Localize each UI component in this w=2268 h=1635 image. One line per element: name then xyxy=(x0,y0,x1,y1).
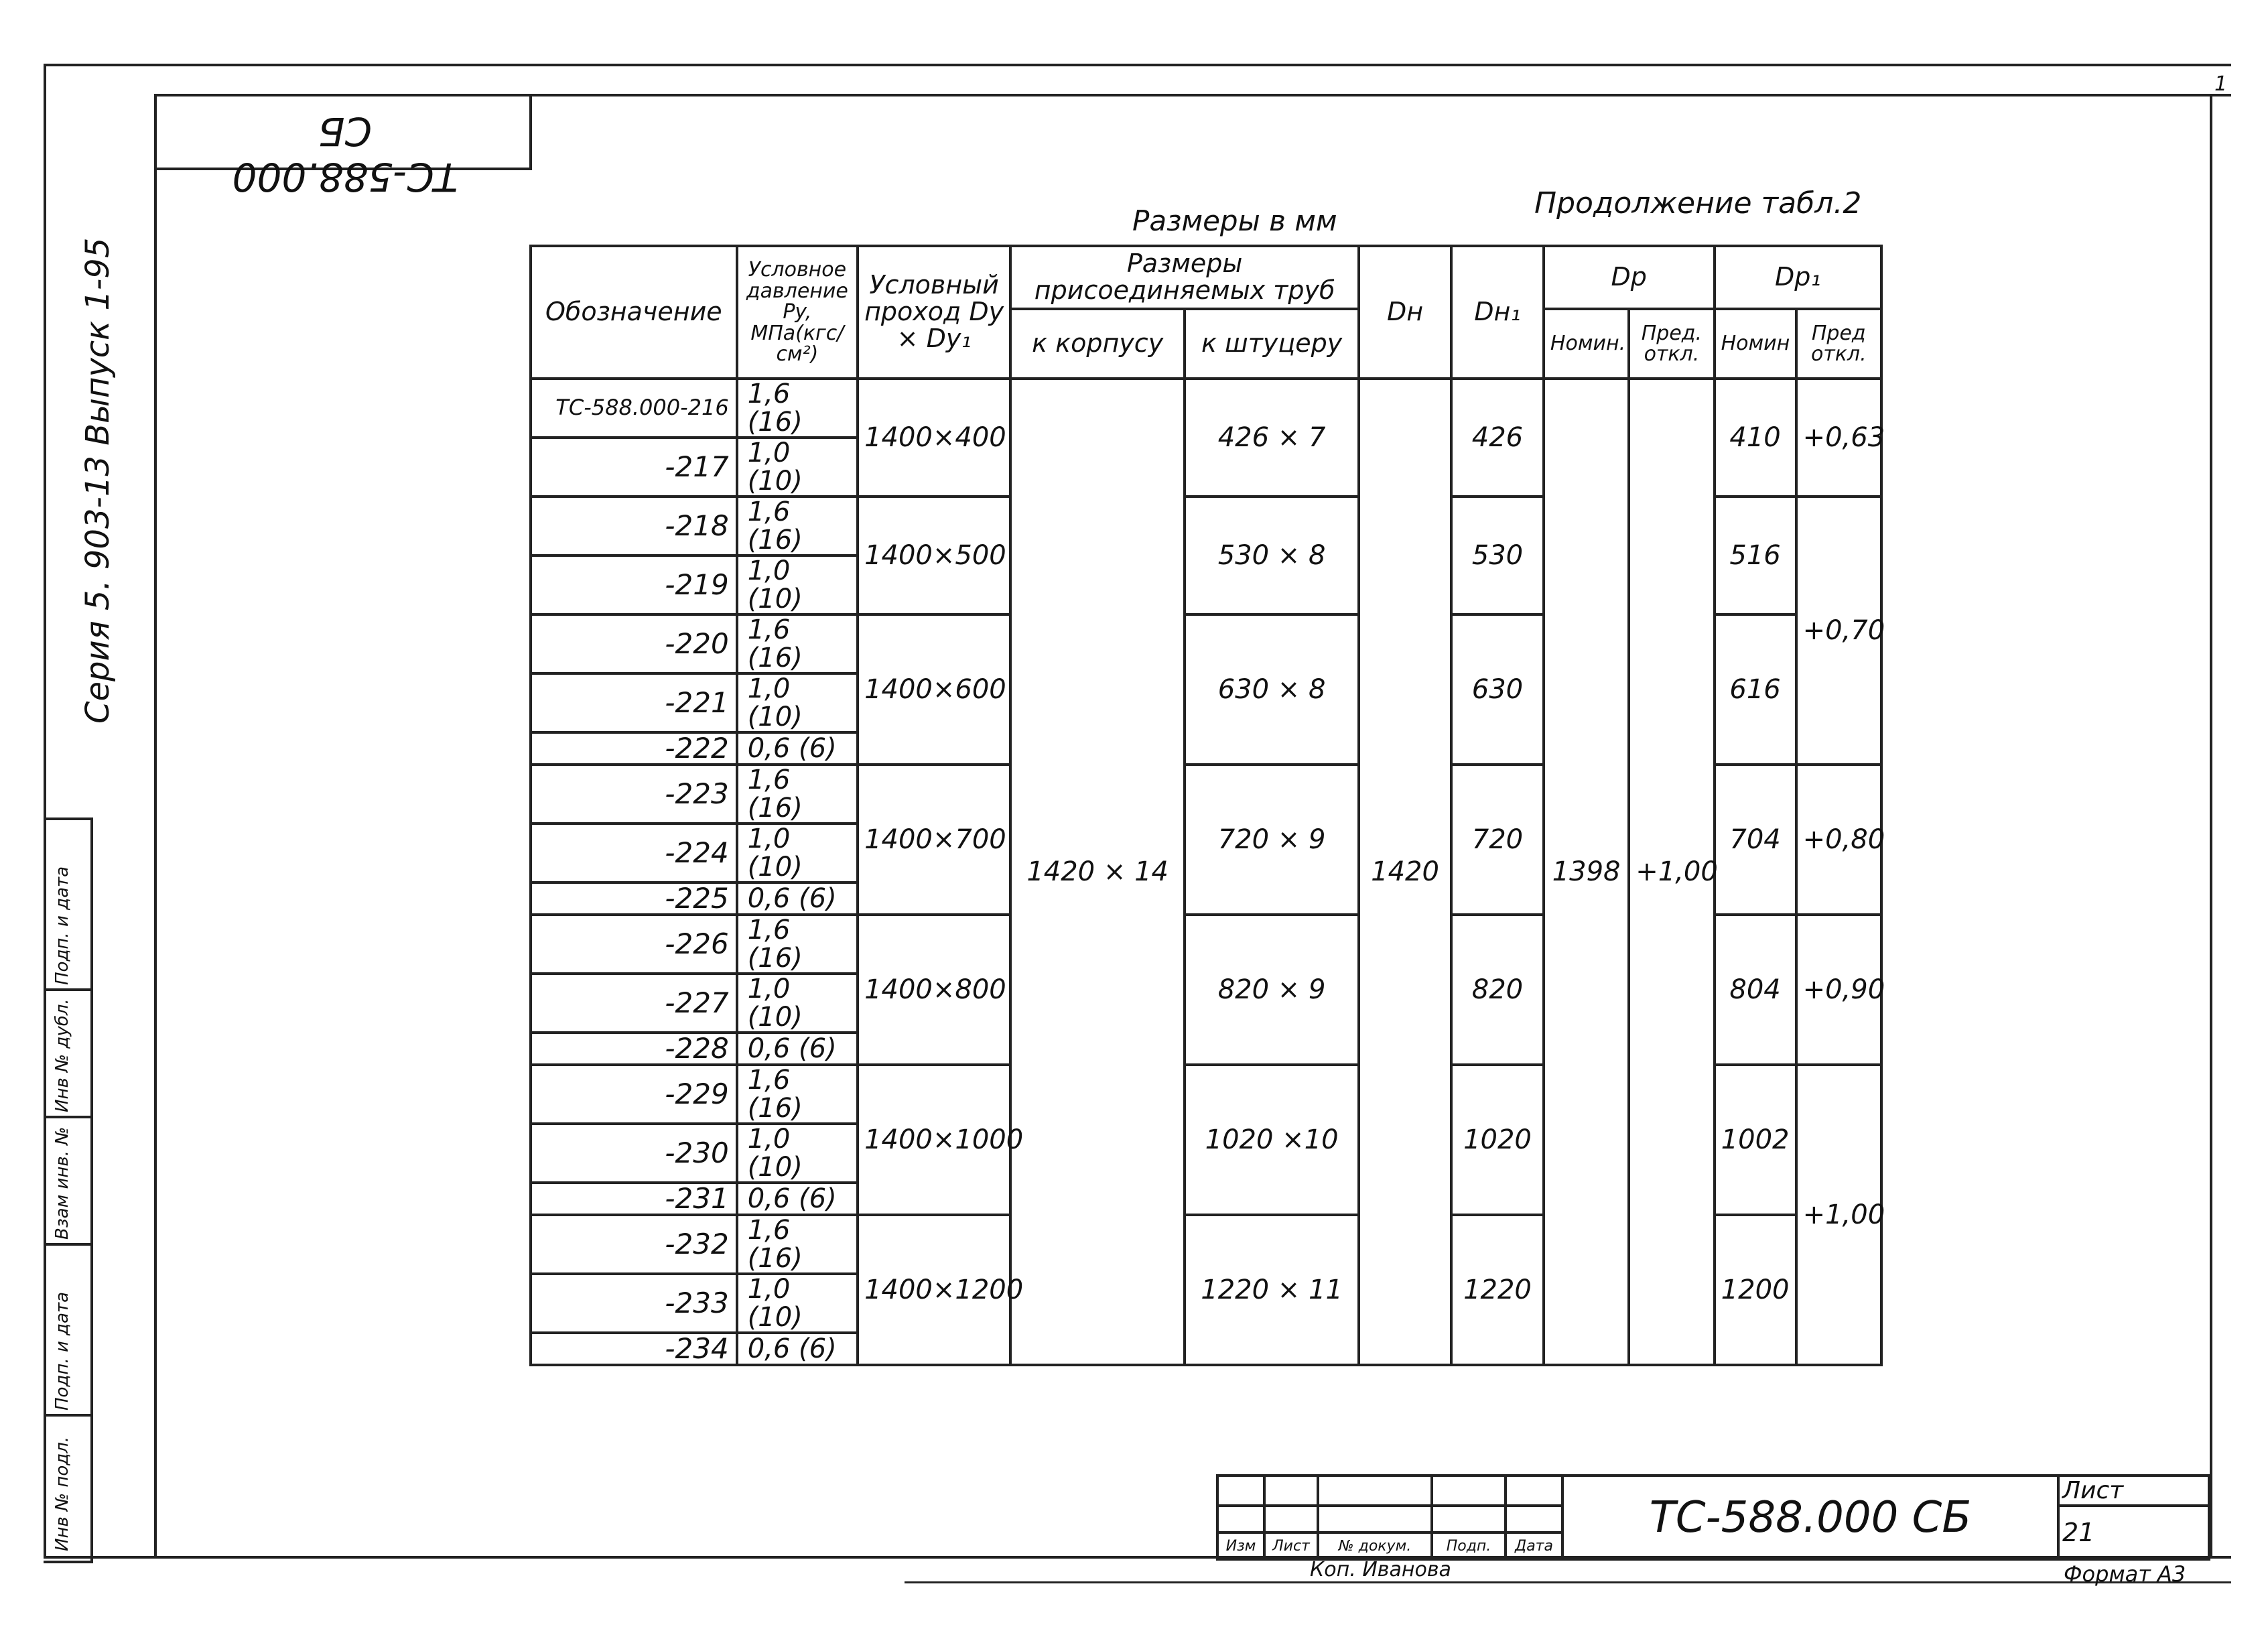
row-code: -219 xyxy=(531,555,737,614)
top-code-rotated: ТС-588.000 СБ xyxy=(232,109,458,200)
common-dn: 1420 xyxy=(1359,379,1451,1365)
group-passage: 1400×500 xyxy=(858,497,1010,614)
row-code: -231 xyxy=(531,1183,737,1215)
row-pressure: 1,0 (10) xyxy=(737,1274,858,1333)
group-to-fitting: 1220 × 11 xyxy=(1185,1215,1359,1365)
row-pressure: 1,6 (16) xyxy=(737,497,858,555)
row-code: -232 xyxy=(531,1215,737,1274)
title-block-label-sign: Подп. xyxy=(1432,1532,1506,1559)
title-block xyxy=(1216,1474,2210,1561)
row-code: -229 xyxy=(531,1065,737,1124)
group-dn1: 530 xyxy=(1451,497,1544,614)
group-passage: 1400×800 xyxy=(858,915,1010,1065)
header-dp-tol: Пред. откл. xyxy=(1629,309,1714,379)
dp1-tolerance: +0,63 xyxy=(1796,379,1881,497)
header-dp: Dр xyxy=(1544,246,1715,309)
sheet-format: Формат А3 xyxy=(2064,1561,2186,1587)
row-code: -223 xyxy=(531,765,737,824)
header-dp1-tol: Пред откл. xyxy=(1796,309,1881,379)
copy-line xyxy=(905,1581,2231,1583)
group-dn1: 426 xyxy=(1451,379,1544,497)
dimensions-table xyxy=(529,245,1883,1366)
title-block-label-date: Дата xyxy=(1506,1532,1562,1559)
series-label: Серия 5. 903-13 Выпуск 1-95 xyxy=(79,237,117,724)
group-dn1: 820 xyxy=(1451,915,1544,1065)
common-dp-nom: 1398 xyxy=(1544,379,1629,1365)
group-to-fitting: 820 × 9 xyxy=(1185,915,1359,1065)
header-designation: Обозначение xyxy=(531,246,737,379)
group-passage: 1400×700 xyxy=(858,765,1010,915)
row-pressure: 1,6 (16) xyxy=(737,915,858,974)
dp1-tolerance: +0,80 xyxy=(1796,765,1881,915)
frame-top-line xyxy=(44,64,2231,66)
group-dp1-nom: 410 xyxy=(1715,379,1796,497)
row-code: -226 xyxy=(531,915,737,974)
row-pressure: 0,6 (6) xyxy=(737,732,858,765)
group-passage: 1400×1000 xyxy=(858,1065,1010,1215)
title-block-doc-code: ТС-588.000 СБ xyxy=(1562,1476,2058,1559)
group-to-fitting: 530 × 8 xyxy=(1185,497,1359,614)
header-to-body: к корпусу xyxy=(1010,309,1185,379)
header-to-fitting: к штуцеру xyxy=(1185,309,1359,379)
group-dn1: 630 xyxy=(1451,614,1544,765)
row-code: -233 xyxy=(531,1274,737,1333)
row-pressure: 1,6 (16) xyxy=(737,379,858,438)
side-stamp-label-2: Подп. и дата xyxy=(52,1291,72,1411)
side-stamp-label-4: Инв № дубл. xyxy=(52,998,72,1112)
corner-mark: 1 xyxy=(2214,72,2228,96)
group-to-fitting: 426 × 7 xyxy=(1185,379,1359,497)
units-label: Размеры в мм xyxy=(1132,204,1337,237)
header-dp1: Dр₁ xyxy=(1715,246,1881,309)
row-code: -217 xyxy=(531,438,737,497)
row-code: -222 xyxy=(531,732,737,765)
side-stamp-sep-3 xyxy=(44,1116,90,1118)
row-code: -218 xyxy=(531,497,737,555)
side-stamp-label-3: Взам инв. № xyxy=(52,1126,72,1240)
row-code: -228 xyxy=(531,1033,737,1065)
row-pressure: 1,0 (10) xyxy=(737,438,858,497)
row-pressure: 0,6 (6) xyxy=(737,1033,858,1065)
title-block-label-list: Лист xyxy=(1264,1532,1318,1559)
inner-frame-right-line xyxy=(2210,94,2212,1558)
group-dp1-nom: 1200 xyxy=(1715,1215,1796,1365)
row-code: -224 xyxy=(531,824,737,882)
dp1-tolerance: +0,90 xyxy=(1796,915,1881,1065)
row-pressure: 1,0 (10) xyxy=(737,673,858,732)
row-code: -227 xyxy=(531,974,737,1033)
row-pressure: 1,6 (16) xyxy=(737,614,858,673)
title-block-sheet-label: Лист xyxy=(2058,1476,2209,1506)
side-stamp-sep-1 xyxy=(44,1414,90,1417)
group-to-fitting: 720 × 9 xyxy=(1185,765,1359,915)
group-passage: 1400×600 xyxy=(858,614,1010,765)
row-pressure: 1,6 (16) xyxy=(737,1215,858,1274)
row-pressure: 0,6 (6) xyxy=(737,1333,858,1365)
title-block-sheet-number: 21 xyxy=(2058,1506,2209,1559)
common-to-body: 1420 × 14 xyxy=(1010,379,1185,1365)
header-pipes-group: Размеры присоединяемых труб xyxy=(1010,246,1359,309)
group-dn1: 1020 xyxy=(1451,1065,1544,1215)
group-passage: 1400×400 xyxy=(858,379,1010,497)
group-to-fitting: 630 × 8 xyxy=(1185,614,1359,765)
side-stamp-label-5: Подп. и дата xyxy=(52,866,72,985)
header-dn1: Dн₁ xyxy=(1451,246,1544,379)
group-dp1-nom: 516 xyxy=(1715,497,1796,614)
group-dp1-nom: 1002 xyxy=(1715,1065,1796,1215)
dp1-tolerance: +1,00 xyxy=(1796,1065,1881,1365)
header-dn: Dн xyxy=(1359,246,1451,379)
row-pressure: 1,6 (16) xyxy=(737,1065,858,1124)
side-stamp-sep-2 xyxy=(44,1243,90,1246)
side-stamp-label-1: Инв № подл. xyxy=(52,1436,72,1551)
row-pressure: 1,6 (16) xyxy=(737,765,858,824)
inner-frame-left-line xyxy=(154,94,157,1558)
header-passage: Условный проход Dy × Dy₁ xyxy=(858,246,1010,379)
row-code: -230 xyxy=(531,1124,737,1183)
dp1-tolerance: +0,70 xyxy=(1796,497,1881,765)
row-pressure: 1,0 (10) xyxy=(737,974,858,1033)
row-code: -234 xyxy=(531,1333,737,1365)
group-to-fitting: 1020 ×10 xyxy=(1185,1065,1359,1215)
row-pressure: 1,0 (10) xyxy=(737,824,858,882)
row-code: ТС-588.000-216 xyxy=(531,379,737,438)
row-pressure: 1,0 (10) xyxy=(737,555,858,614)
group-dn1: 720 xyxy=(1451,765,1544,915)
title-block-label-izm: Изм xyxy=(1217,1532,1264,1559)
header-dp1-nomin: Номин xyxy=(1715,309,1796,379)
row-code: -220 xyxy=(531,614,737,673)
title-block-label-doc: № докум. xyxy=(1318,1532,1432,1559)
group-dp1-nom: 804 xyxy=(1715,915,1796,1065)
table-row xyxy=(531,379,1881,438)
copied-by: Коп. Иванова xyxy=(1310,1558,1451,1581)
header-dp-nomin: Номин. xyxy=(1544,309,1629,379)
common-dp-tol: +1,00 xyxy=(1629,379,1714,1365)
row-code: -221 xyxy=(531,673,737,732)
header-pressure: Условное давление Py, МПа(кгс/см²) xyxy=(737,246,858,379)
row-pressure: 1,0 (10) xyxy=(737,1124,858,1183)
group-dp1-nom: 616 xyxy=(1715,614,1796,765)
group-passage: 1400×1200 xyxy=(858,1215,1010,1365)
side-stamp-sep-4 xyxy=(44,988,90,991)
group-dn1: 1220 xyxy=(1451,1215,1544,1365)
group-dp1-nom: 704 xyxy=(1715,765,1796,915)
side-stamp-divider xyxy=(44,818,46,1558)
continuation-label: Продолжение табл.2 xyxy=(1534,186,1862,220)
row-pressure: 0,6 (6) xyxy=(737,882,858,915)
row-pressure: 0,6 (6) xyxy=(737,1183,858,1215)
row-code: -225 xyxy=(531,882,737,915)
